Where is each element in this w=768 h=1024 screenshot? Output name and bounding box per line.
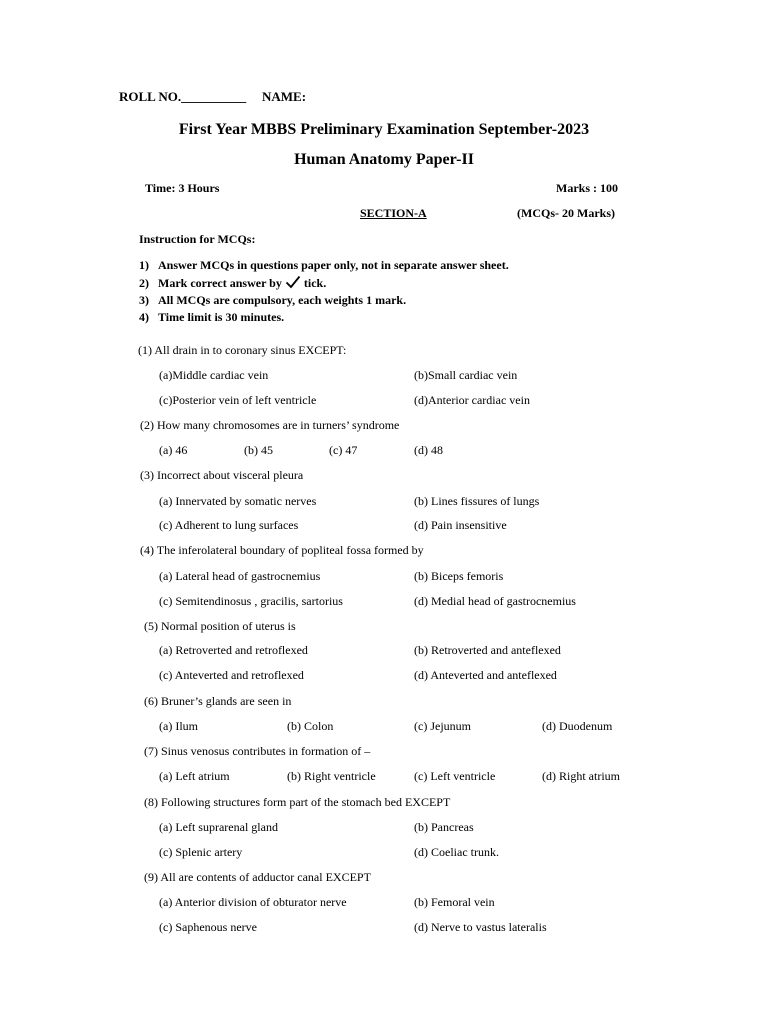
option-c: (c) Jejunum (414, 719, 471, 733)
instruction-text: Answer MCQs in questions paper only, not in separate answer sheet. (158, 258, 509, 272)
instruction-number: 3) (139, 293, 149, 307)
option-c: (c) Splenic artery (159, 845, 243, 859)
option-b: (b) Lines fissures of lungs (414, 494, 540, 508)
option-a: (a)Middle cardiac vein (159, 368, 269, 382)
question-text: (1) All drain in to coronary sinus EXCEPT: (138, 343, 347, 357)
instruction-text: tick. (303, 276, 327, 290)
option-d: (d) Coeliac trunk. (414, 845, 499, 859)
option-a: (a) 46 (159, 443, 188, 457)
instruction-item (139, 293, 406, 308)
option-a: (a) Ilum (159, 719, 198, 733)
option-a: (a) Anterior division of obturator nerve (159, 895, 347, 909)
option-b: (b) Right ventricle (287, 769, 376, 783)
option-a: (a) Left atrium (159, 769, 230, 783)
question-text: (4) The inferolateral boundary of popliteal fossa formed by (140, 543, 424, 557)
instruction-number: 4) (139, 310, 149, 324)
option-c: (c) Saphenous nerve (159, 920, 257, 934)
option-c: (c) Anteverted and retroflexed (159, 668, 304, 682)
instructions-heading: Instruction for MCQs: (139, 232, 256, 246)
option-d: (d) Nerve to vastus lateralis (414, 920, 547, 934)
instruction-item (139, 258, 509, 273)
question-text: (6) Bruner’s glands are seen in (144, 694, 292, 708)
question-text: (9) All are contents of adductor canal EXCEPT (144, 870, 371, 884)
instruction-text: Mark correct answer by (158, 276, 282, 290)
question-text: (8) Following structures form part of the stomach bed EXCEPT (144, 795, 451, 809)
section-note: (MCQs- 20 Marks) (517, 206, 615, 220)
question-text: (2) How many chromosomes are in turners’ syndrome (140, 418, 400, 432)
question-text: (7) Sinus venosus contributes in formation of – (144, 744, 371, 758)
option-d: (d) Right atrium (542, 769, 620, 783)
instruction-item (139, 310, 284, 325)
option-d: (d)Anterior cardiac vein (414, 393, 530, 407)
option-c: (c) Semitendinosus , gracilis, sartorius (159, 594, 343, 608)
section-heading: SECTION-A (360, 206, 427, 220)
option-d: (d) Pain insensitive (414, 518, 507, 532)
roll-no-field: ROLL NO.__________ (119, 89, 247, 104)
question-text: (3) Incorrect about visceral pleura (140, 468, 304, 482)
instruction-text: Time limit is 30 minutes. (158, 310, 285, 324)
option-b: (b) Biceps femoris (414, 569, 504, 583)
option-d: (d) Medial head of gastrocnemius (414, 594, 576, 608)
option-c: (c) 47 (329, 443, 358, 457)
instruction-text: All MCQs are compulsory, each weights 1 mark. (158, 293, 407, 307)
option-c: (c) Adherent to lung surfaces (159, 518, 299, 532)
option-a: (a) Retroverted and retroflexed (159, 643, 308, 657)
paper-title: Human Anatomy Paper-II (294, 151, 474, 168)
option-b: (b) Pancreas (414, 820, 474, 834)
instruction-number: 2) (139, 276, 149, 290)
option-d: (d) Anteverted and anteflexed (414, 668, 557, 682)
option-b: (b) Colon (287, 719, 334, 733)
option-d: (d) Duodenum (542, 719, 613, 733)
option-c: (c)Posterior vein of left ventricle (159, 393, 317, 407)
option-b: (b) Femoral vein (414, 895, 495, 909)
instruction-item (139, 275, 326, 293)
exam-time: Time: 3 Hours (145, 181, 220, 195)
name-field: NAME: (262, 89, 307, 104)
option-a: (a) Innervated by somatic nerves (159, 494, 317, 508)
check-icon (285, 275, 301, 293)
instruction-number: 1) (139, 258, 149, 272)
question-text: (5) Normal position of uterus is (144, 619, 296, 633)
option-a: (a) Lateral head of gastrocnemius (159, 569, 321, 583)
option-b: (b)Small cardiac vein (414, 368, 518, 382)
option-a: (a) Left suprarenal gland (159, 820, 278, 834)
option-b: (b) Retroverted and anteflexed (414, 643, 561, 657)
option-b: (b) 45 (244, 443, 273, 457)
exam-title: First Year MBBS Preliminary Examination September-2023 (178, 121, 590, 138)
exam-marks: Marks : 100 (556, 181, 618, 195)
option-d: (d) 48 (414, 443, 443, 457)
option-c: (c) Left ventricle (414, 769, 496, 783)
